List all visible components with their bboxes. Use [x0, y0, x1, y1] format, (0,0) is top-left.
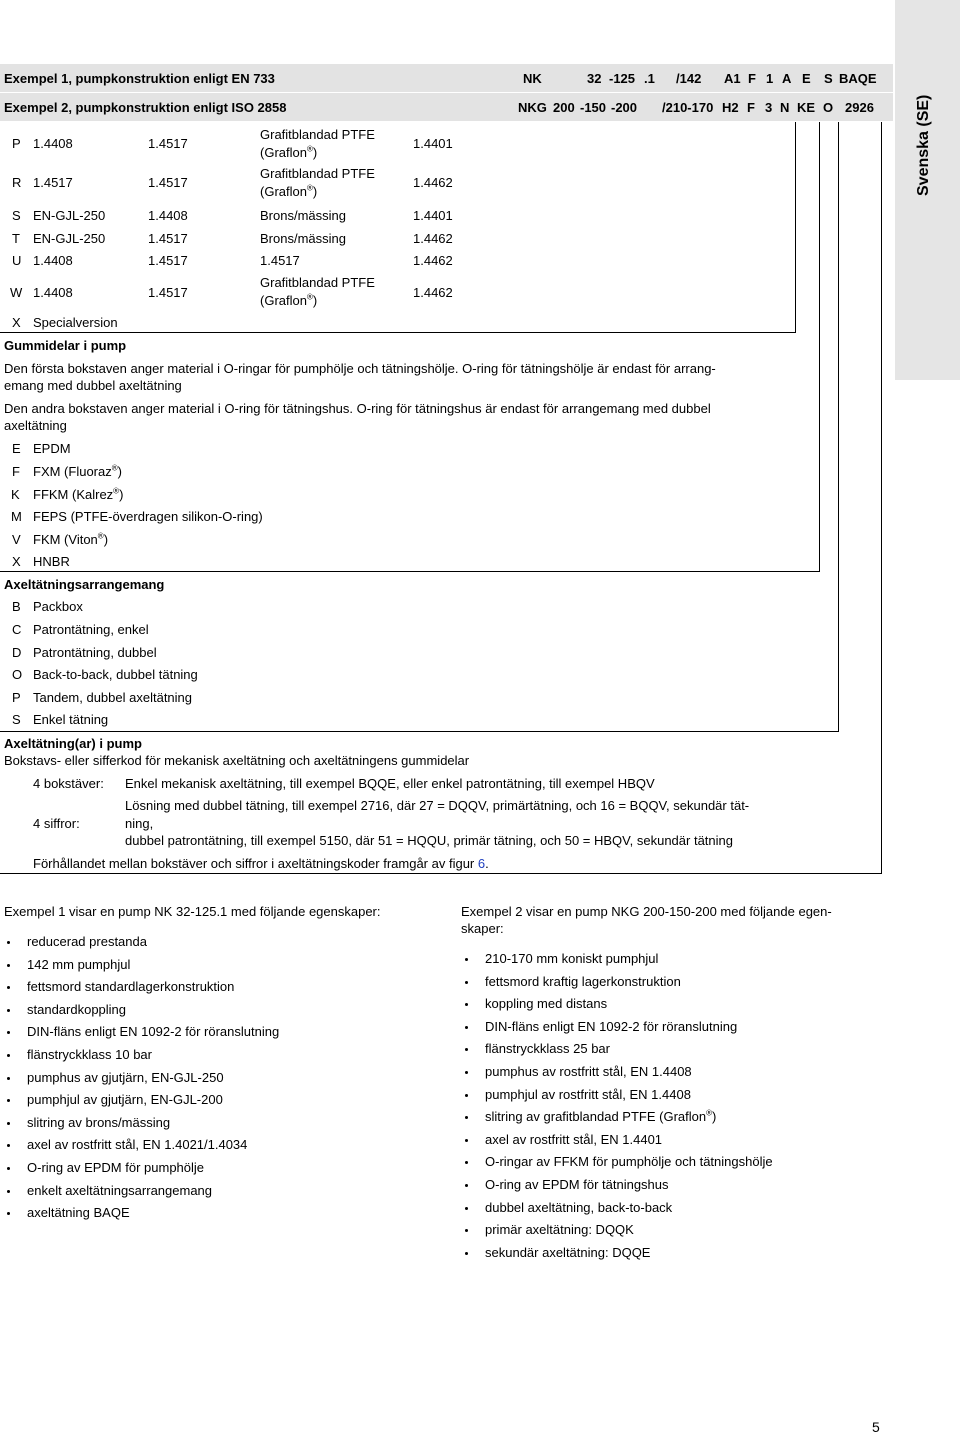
bracket-rubber-v: [819, 122, 820, 572]
rubber-label-x: HNBR: [33, 554, 70, 569]
arrangement-code-o: O: [12, 667, 23, 682]
bullet-icon: [7, 1099, 10, 1102]
bullet-icon: [7, 964, 10, 967]
bullet-icon: [7, 1167, 10, 1170]
ex1-code-nominal: 32: [587, 71, 602, 86]
material-code-u: U: [12, 253, 22, 268]
material-u-shaft: 1.4462: [413, 253, 453, 268]
bracket-material-v: [795, 122, 796, 333]
example1-list-item: standardkoppling: [27, 1001, 127, 1017]
ex1-code-rubber: E: [802, 71, 811, 86]
rubber-code-x: X: [12, 554, 21, 569]
ex1-code-material: A: [782, 71, 792, 86]
material-code-s: S: [12, 208, 21, 223]
example2-list-item: koppling med distans: [485, 996, 608, 1012]
example1-list-item: slitring av brons/mässing: [27, 1114, 171, 1130]
example1-list-item: 142 mm pumphjul: [27, 956, 131, 972]
ex2-code-rubber: KE: [797, 100, 816, 115]
bullet-icon: [7, 1031, 10, 1034]
material-code-t: T: [12, 231, 20, 246]
bullet-icon: [465, 1094, 468, 1097]
material-s-ring: Brons/mässing: [260, 208, 346, 223]
shaft-seal-digits-text3: dubbel patrontätning, till exempel 5150, där 51 = HQQU, primär tätning, och 50 = HBQV, sekundär tätning: [125, 833, 733, 848]
figure-link[interactable]: 6: [477, 856, 486, 871]
material-s-shaft: 1.4401: [413, 208, 453, 223]
example2-list-item: O-ring av EPDM för tätningshus: [485, 1177, 669, 1192]
ex1-code-bearing: A1: [724, 71, 741, 86]
rubber-desc2-b: axeltätning: [4, 418, 67, 433]
bracket-rubber-h: [0, 571, 820, 572]
material-r-casing: 1.4517: [33, 175, 73, 190]
ex1-code-impeller: /142: [676, 71, 702, 86]
arrangement-label-b: Packbox: [33, 599, 83, 614]
ex2-code-version: -200: [611, 100, 638, 115]
rubber-title: Gummidelar i pump: [4, 338, 127, 353]
arrangement-label-s: Enkel tätning: [33, 712, 109, 727]
shaft-seal-desc: Bokstavs- eller sifferkod för mekanisk axeltätning och axeltätningens gummidelar: [4, 753, 470, 768]
shaft-seal-letters-label: 4 bokstäver:: [33, 776, 104, 791]
material-t-shaft: 1.4462: [413, 231, 453, 246]
bullet-icon: [465, 1048, 468, 1051]
material-r-ring-a: Grafitblandad PTFE: [260, 166, 375, 181]
bullet-icon: [7, 1054, 10, 1057]
example2-list-item: sekundär axeltätning: DQQE: [485, 1244, 651, 1260]
ex1-code-seal: BAQE: [839, 71, 877, 86]
shaft-seal-title: Axeltätning(ar) i pump: [4, 736, 142, 751]
bullet-icon: [7, 941, 10, 944]
arrangement-code-p: P: [12, 690, 21, 705]
example1-header-label: Exempel 1, pumpkonstruktion enligt EN 733: [4, 71, 275, 86]
material-t-impeller: 1.4517: [148, 231, 188, 246]
example2-list-item: pumphus av rostfritt stål, EN 1.4408: [485, 1064, 692, 1079]
material-w-ring-a: Grafitblandad PTFE: [260, 275, 375, 290]
bracket-seal-v: [881, 122, 882, 874]
example1-list-item: O-ring av EPDM för pumphölje: [27, 1160, 205, 1175]
material-code-r: R: [12, 175, 22, 190]
example2-header-label: Exempel 2, pumpkonstruktion enligt ISO 2858: [4, 100, 287, 115]
arrangement-code-b: B: [12, 599, 21, 614]
example1-list-item: reducerad prestanda: [27, 934, 147, 949]
example2-list-item: slitring av grafitblandad PTFE (Graflon®): [485, 1108, 717, 1125]
shaft-seal-digits-text1: Lösning med dubbel tätning, till exempel 2716, där 27 = DQQV, primärtätning, och 16 = BQQV, sekundär tät-: [125, 798, 750, 813]
material-u-ring: 1.4517: [260, 253, 300, 268]
arrangement-code-c: C: [12, 622, 22, 637]
example2-list-item: O-ringar av FFKM för pumphölje och tätningshölje: [485, 1154, 773, 1170]
ex1-code-size: -125: [609, 71, 636, 86]
material-w-shaft: 1.4462: [413, 285, 453, 300]
bullet-icon: [7, 1077, 10, 1080]
material-p-ring-b: (Graflon®): [260, 144, 318, 160]
rubber-code-v: V: [12, 532, 21, 547]
material-p-ring-a: Grafitblandad PTFE: [260, 127, 375, 142]
rubber-label-m: FEPS (PTFE-överdragen silikon-O-ring): [33, 509, 263, 524]
example2-list-item: axel av rostfritt stål, EN 1.4401: [485, 1131, 663, 1147]
example2-list-item: fettsmord kraftig lagerkonstruktion: [485, 973, 681, 989]
bullet-icon: [7, 1190, 10, 1193]
example2-list-item: primär axeltätning: DQQK: [485, 1222, 634, 1238]
arrangement-code-d: D: [12, 645, 22, 660]
ex1-code-flange: 1: [766, 71, 774, 86]
ex2-code-bearing: H2: [722, 100, 739, 115]
example1-list-item: enkelt axeltätningsarrangemang: [27, 1182, 213, 1198]
ex2-code-nominal: 200: [553, 100, 575, 115]
rubber-code-e: E: [12, 441, 21, 456]
bullet-icon: [7, 1009, 10, 1012]
material-u-casing: 1.4408: [33, 253, 73, 268]
bullet-icon: [7, 1144, 10, 1147]
bullet-icon: [465, 981, 468, 984]
bullet-icon: [465, 1026, 468, 1029]
page-number: 5: [872, 1419, 880, 1435]
example2-list-item: dubbel axeltätning, back-to-back: [485, 1199, 673, 1215]
ex2-code-coupling: F: [747, 100, 755, 115]
example2-intro-line2: skaper:: [461, 921, 504, 936]
bullet-icon: [465, 1003, 468, 1006]
material-code-p: P: [12, 136, 21, 151]
arrangement-label-c: Patrontätning, enkel: [33, 622, 149, 637]
example1-list-item: fettsmord standardlagerkonstruktion: [27, 979, 235, 995]
example1-list-item: pumphjul av gjutjärn, EN-GJL-200: [27, 1092, 223, 1108]
bracket-material-h: [0, 332, 796, 333]
shaft-seal-relation: Förhållandet mellan bokstäver och siffror i axeltätningskoder framgår av figur 6.: [33, 856, 489, 871]
example1-intro: Exempel 1 visar en pump NK 32-125.1 med följande egenskaper:: [4, 904, 381, 919]
bullet-icon: [465, 1229, 468, 1232]
material-w-casing: 1.4408: [33, 285, 73, 300]
special-label: Specialversion: [33, 315, 118, 330]
ex1-code-arrangement: S: [824, 71, 833, 86]
ex2-code-type: NKG: [518, 100, 547, 115]
shaft-seal-digits-text2: ning,: [125, 816, 154, 831]
rubber-code-k: K: [11, 487, 20, 502]
ex2-code-size: -150: [580, 100, 607, 115]
rubber-label-v: FKM (Viton®): [33, 531, 109, 547]
rubber-desc1-a: Den första bokstaven anger material i O-ringar för pumphölje och tätningshölje. O-ring för tätningshölje är endast för arrang-: [4, 361, 716, 376]
shaft-seal-digits-label: 4 siffror:: [33, 816, 80, 831]
rubber-label-k: FFKM (Kalrez®): [33, 486, 124, 502]
bullet-icon: [465, 1116, 468, 1119]
material-p-impeller: 1.4517: [148, 136, 188, 151]
rubber-code-f: F: [12, 464, 20, 479]
example2-list-item: flänstryckklass 25 bar: [485, 1041, 610, 1057]
bracket-arrangement-v: [838, 122, 839, 732]
material-s-impeller: 1.4408: [148, 208, 188, 223]
material-r-shaft: 1.4462: [413, 175, 453, 190]
bullet-icon: [465, 1139, 468, 1142]
ex2-code-arrangement: O: [823, 100, 834, 115]
example1-list-item: axel av rostfritt stål, EN 1.4021/1.4034: [27, 1137, 248, 1153]
bracket-arrangement-h: [0, 731, 839, 732]
arrangement-label-p: Tandem, dubbel axeltätning: [33, 690, 193, 705]
material-t-casing: EN-GJL-250: [33, 231, 106, 246]
ex2-code-impeller: /210-170: [662, 100, 714, 115]
example1-list-item: pumphus av gjutjärn, EN-GJL-250: [27, 1069, 224, 1085]
bullet-icon: [465, 958, 468, 961]
material-code-w: W: [10, 285, 23, 300]
bullet-icon: [465, 1161, 468, 1164]
example1-list-item: axeltätning BAQE: [27, 1205, 130, 1221]
rubber-desc1-b: emang med dubbel axeltätning: [4, 378, 182, 393]
material-w-impeller: 1.4517: [148, 285, 188, 300]
bullet-icon: [7, 1122, 10, 1125]
material-r-ring-b: (Graflon®): [260, 183, 318, 199]
rubber-desc2-a: Den andra bokstaven anger material i O-ring för tätningshus. O-ring för tätningshus är endast för arrangemang med dubbel: [4, 401, 711, 416]
material-t-ring: Brons/mässing: [260, 231, 346, 246]
rubber-code-m: M: [11, 509, 22, 524]
ex2-code-flange: 3: [765, 100, 773, 115]
material-r-impeller: 1.4517: [148, 175, 188, 190]
bracket-seal-h: [0, 873, 882, 874]
material-p-casing: 1.4408: [33, 136, 73, 151]
material-u-impeller: 1.4517: [148, 253, 188, 268]
example2-intro-line1: Exempel 2 visar en pump NKG 200-150-200 med följande egen-: [461, 904, 832, 919]
rubber-label-f: FXM (Fluoraz®): [33, 463, 122, 479]
bullet-icon: [7, 1212, 10, 1215]
example1-list-item: DIN-fläns enligt EN 1092-2 för röranslutning: [27, 1024, 280, 1040]
arrangement-title: Axeltätningsarrangemang: [4, 577, 165, 592]
arrangement-code-s: S: [12, 712, 21, 727]
material-p-shaft: 1.4401: [413, 136, 453, 151]
ex1-code-type: NK: [523, 71, 542, 86]
example2-list-item: 210-170 mm koniskt pumphjul: [485, 951, 659, 966]
arrangement-label-o: Back-to-back, dubbel tätning: [33, 667, 198, 682]
bullet-icon: [465, 1071, 468, 1074]
rubber-label-e: EPDM: [33, 441, 71, 456]
special-code: X: [12, 315, 21, 330]
arrangement-label-d: Patrontätning, dubbel: [33, 645, 157, 660]
example2-list-item: DIN-fläns enligt EN 1092-2 för röranslutning: [485, 1018, 738, 1034]
shaft-seal-letters-text: Enkel mekanisk axeltätning, till exempel BQQE, eller enkel patrontätning, till exempel HBQV: [125, 776, 655, 791]
language-tab-label: Svenska (SE): [915, 94, 932, 196]
example1-list-item: flänstryckklass 10 bar: [27, 1047, 152, 1062]
ex1-code-version: .1: [644, 71, 655, 86]
ex2-code-seal: 2926: [845, 100, 874, 115]
bullet-icon: [465, 1207, 468, 1210]
ex2-code-material: N: [780, 100, 790, 115]
example2-list-item: pumphjul av rostfritt stål, EN 1.4408: [485, 1086, 691, 1102]
material-w-ring-b: (Graflon®): [260, 292, 318, 308]
ex1-code-coupling: F: [748, 71, 756, 86]
material-s-casing: EN-GJL-250: [33, 208, 106, 223]
bullet-icon: [465, 1184, 468, 1187]
bullet-icon: [7, 986, 10, 989]
bullet-icon: [465, 1252, 468, 1255]
